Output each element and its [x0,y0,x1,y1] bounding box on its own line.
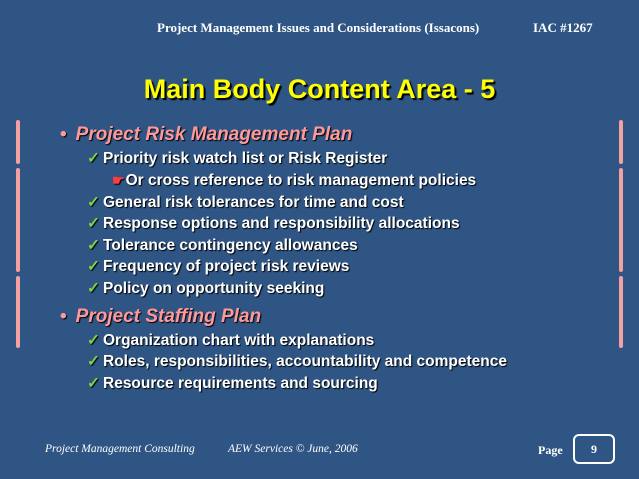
list-item-text: General risk tolerances for time and cost [103,194,404,211]
bullet: • [60,124,67,145]
list-item [87,236,358,255]
footer-left: Project Management Consulting [45,443,195,455]
check-icon: ✓ [87,150,100,167]
list-item [87,331,374,350]
check-icon: ✓ [87,375,100,392]
heading-text: Project Risk Management Plan [75,124,353,145]
heading-text: Project Staffing Plan [75,306,262,327]
header-title: Project Management Issues and Considerations (Issacons) [157,20,480,35]
list-item-text: Tolerance contingency allowances [103,237,358,254]
header-id: IAC #1267 [533,20,593,35]
list-item [87,214,460,233]
pointing-hand-icon: ☛ [112,172,125,188]
page-label: Page [538,443,563,457]
list-item-text: Resource requirements and sourcing [103,375,378,392]
check-icon: ✓ [87,280,100,297]
section-heading-staffing [60,306,261,328]
left-decor-bar-top [16,120,20,164]
right-decor-bar-middle [619,168,623,272]
list-item-text: Organization chart with explanations [103,332,375,349]
list-item [87,257,349,276]
check-icon: ✓ [87,215,100,232]
sub-list-item-text: Or cross reference to risk management policies [125,172,477,189]
check-icon: ✓ [87,258,100,275]
list-item-text: Frequency of project risk reviews [103,258,350,275]
page-number: 9 [573,434,615,464]
list-item [87,374,378,393]
list-item [87,352,507,371]
list-item [87,279,324,298]
footer-center: AEW Services © June, 2006 [228,443,358,455]
right-decor-bar-top [619,120,623,164]
check-icon: ✓ [87,353,100,370]
list-item-text: Priority risk watch list or Risk Register [103,150,388,167]
list-item [87,193,404,212]
left-decor-bar-middle [16,168,20,272]
sub-list-item [112,172,476,190]
list-item-text: Policy on opportunity seeking [103,280,325,297]
slide-title: Main Body Content Area - 5 [143,74,496,104]
list-item-text: Roles, responsibilities, accountability and competence [103,353,507,370]
check-icon: ✓ [87,194,100,211]
list-item-text: Response options and responsibility allocations [103,215,460,232]
list-item [87,149,387,168]
left-decor-bar-bottom [16,276,20,348]
right-decor-bar-bottom [619,276,623,348]
check-icon: ✓ [87,332,100,349]
section-heading-risk [60,124,352,146]
slide-header [157,20,593,36]
check-icon: ✓ [87,237,100,254]
bullet: • [60,306,67,327]
